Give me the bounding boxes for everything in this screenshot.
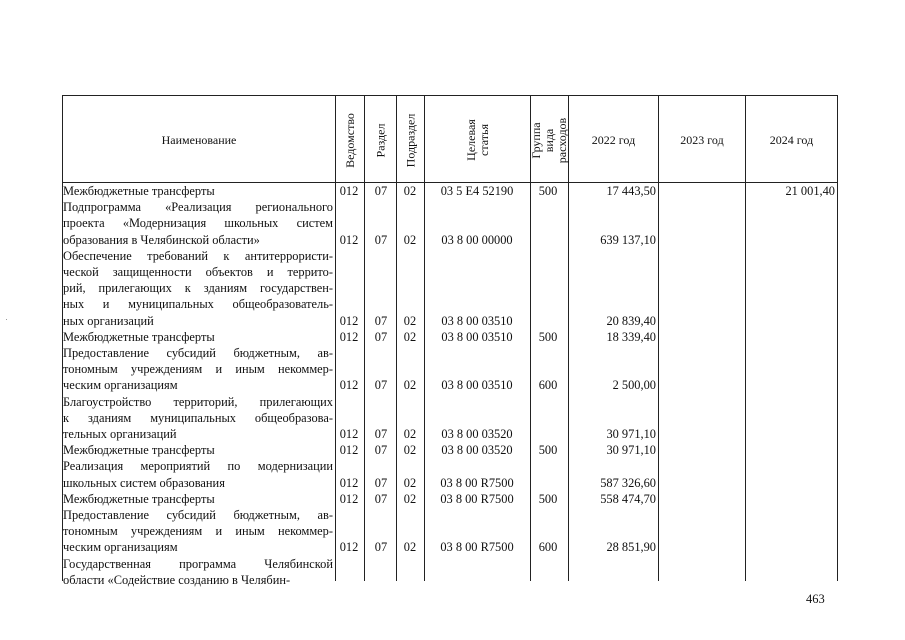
row-gruppa-vida: 500 xyxy=(538,329,558,344)
row-podrazdel: 02 xyxy=(403,427,417,441)
header-podrazdel: Подраздел xyxy=(403,113,418,167)
row-podrazdel: 02 xyxy=(403,540,417,555)
row-podrazdel: 02 xyxy=(403,313,417,328)
row-podrazdel: 02 xyxy=(403,491,417,506)
table-border-right xyxy=(837,95,838,581)
row-name xyxy=(63,507,333,556)
row-vedomstvo: 012 xyxy=(339,329,359,344)
row-name xyxy=(63,491,333,507)
header-2024: 2024 год xyxy=(769,132,814,147)
row-name-line: области «Содействие созданию в Челябин- xyxy=(63,572,291,587)
row-vedomstvo: 012 xyxy=(339,378,359,393)
row-vedomstvo: 012 xyxy=(339,475,359,490)
row-razdel: 07 xyxy=(374,184,388,198)
row-value-2022: 2 500,00 xyxy=(612,378,656,393)
row-name-line: Подпрограмма «Реализация регионального xyxy=(63,200,333,215)
row-name xyxy=(63,556,333,588)
header-vedomstvo: Ведомство xyxy=(342,112,357,168)
row-name xyxy=(63,199,333,248)
row-gruppa-vida: 500 xyxy=(538,491,558,506)
row-razdel: 07 xyxy=(374,232,388,247)
row-name-line: Государственная программа Челябинской xyxy=(63,556,333,571)
row-celevaya-statya: 03 8 00 03520 xyxy=(441,427,513,441)
row-value-2022: 20 839,40 xyxy=(606,313,656,328)
row-razdel: 07 xyxy=(374,378,388,393)
row-name xyxy=(63,329,333,345)
row-razdel: 07 xyxy=(374,443,388,458)
row-name-line: ных организаций xyxy=(63,313,154,328)
row-name-line: проекта «Модернизация школьных систем xyxy=(63,216,333,231)
row-podrazdel: 02 xyxy=(403,232,417,247)
row-podrazdel: 02 xyxy=(403,475,417,490)
row-value-2024: 21 001,40 xyxy=(785,184,835,198)
row-value-2022: 639 137,10 xyxy=(600,232,656,247)
header-2023: 2023 год xyxy=(680,132,724,147)
row-podrazdel: 02 xyxy=(403,329,417,344)
row-name xyxy=(63,183,333,199)
row-vedomstvo: 012 xyxy=(339,491,359,506)
scan-speck xyxy=(6,319,7,320)
row-name-line: школьных систем образования xyxy=(63,475,225,490)
row-name-line: тономным учреждениям и иным некоммер- xyxy=(63,524,333,539)
row-razdel: 07 xyxy=(374,313,388,328)
row-razdel: 07 xyxy=(374,475,388,490)
row-value-2022: 17 443,50 xyxy=(606,184,656,198)
row-name xyxy=(63,394,333,443)
page-number: 463 xyxy=(806,592,825,606)
row-razdel: 07 xyxy=(374,427,388,441)
row-name-line: Межбюджетные трансферты xyxy=(63,184,215,198)
row-vedomstvo: 012 xyxy=(339,184,359,198)
row-razdel: 07 xyxy=(374,540,388,555)
row-podrazdel: 02 xyxy=(403,378,417,393)
row-name-line: ных и муниципальных общеобразователь- xyxy=(63,297,333,312)
row-razdel: 07 xyxy=(374,491,388,506)
row-celevaya-statya: 03 8 00 R7500 xyxy=(440,491,514,506)
row-vedomstvo: 012 xyxy=(339,443,359,458)
row-name xyxy=(63,458,333,490)
header-razdel: Раздел xyxy=(373,123,388,157)
row-name-line: ческой защищенности объектов и террито- xyxy=(63,264,333,279)
row-vedomstvo: 012 xyxy=(339,540,359,555)
row-name-line: Межбюджетные трансферты xyxy=(63,443,215,458)
row-name-line: образования в Челябинской области» xyxy=(63,232,260,247)
row-name-line: ческим организациям xyxy=(63,540,178,555)
row-name-line: Межбюджетные трансферты xyxy=(63,491,215,506)
row-celevaya-statya: 03 8 00 R7500 xyxy=(440,540,514,555)
header-celevaya-statya: Целевая статья xyxy=(463,119,491,161)
row-value-2022: 30 971,10 xyxy=(606,427,656,441)
header-name: Наименование xyxy=(161,132,237,147)
row-name-line: Предоставление субсидий бюджетным, ав- xyxy=(63,346,333,360)
row-gruppa-vida: 600 xyxy=(538,378,558,393)
row-name-line: Предоставление субсидий бюджетным, ав- xyxy=(63,508,333,522)
row-name-line: Обеспечение требований к антитеррористи- xyxy=(63,248,333,263)
row-vedomstvo: 012 xyxy=(339,232,359,247)
row-celevaya-statya: 03 8 00 03510 xyxy=(441,329,513,344)
row-vedomstvo: 012 xyxy=(339,427,359,441)
row-name xyxy=(63,345,333,394)
row-vedomstvo: 012 xyxy=(339,313,359,328)
row-celevaya-statya: 03 8 00 03510 xyxy=(441,313,513,328)
row-name-line: Благоустройство территорий, прилегающих xyxy=(63,394,333,409)
row-celevaya-statya: 03 8 00 03520 xyxy=(441,443,513,458)
row-razdel: 07 xyxy=(374,329,388,344)
header-2022: 2022 год xyxy=(591,132,636,147)
row-gruppa-vida: 600 xyxy=(538,540,558,555)
row-name-line: к зданиям муниципальных общеобразова- xyxy=(63,410,333,425)
row-value-2022: 587 326,60 xyxy=(600,475,656,490)
row-name-line: ческим организациям xyxy=(63,378,178,393)
row-name-line: Межбюджетные трансферты xyxy=(63,329,215,344)
row-value-2022: 28 851,90 xyxy=(606,540,656,555)
row-gruppa-vida: 500 xyxy=(538,184,558,198)
row-value-2022: 558 474,70 xyxy=(600,491,656,506)
row-name-line: Реализация мероприятий по модернизации xyxy=(63,459,333,474)
row-name xyxy=(63,442,333,458)
row-name-line: рий, прилегающих к зданиям государствен- xyxy=(63,281,333,296)
row-celevaya-statya: 03 8 00 R7500 xyxy=(440,475,514,490)
row-value-2022: 30 971,10 xyxy=(606,443,656,458)
row-celevaya-statya: 03 5 E4 52190 xyxy=(440,184,514,198)
header-gruppa-vida-rashodov: Группа вида расходов xyxy=(529,117,569,163)
row-value-2022: 18 339,40 xyxy=(606,329,656,344)
row-name xyxy=(63,248,333,329)
row-gruppa-vida: 500 xyxy=(538,443,558,458)
row-celevaya-statya: 03 8 00 00000 xyxy=(441,232,513,247)
row-celevaya-statya: 03 8 00 03510 xyxy=(441,378,513,393)
row-name-line: тономным учреждениям и иным некоммер- xyxy=(63,362,333,377)
row-podrazdel: 02 xyxy=(403,184,417,198)
row-podrazdel: 02 xyxy=(403,443,417,458)
row-name-line: тельных организаций xyxy=(63,426,177,441)
